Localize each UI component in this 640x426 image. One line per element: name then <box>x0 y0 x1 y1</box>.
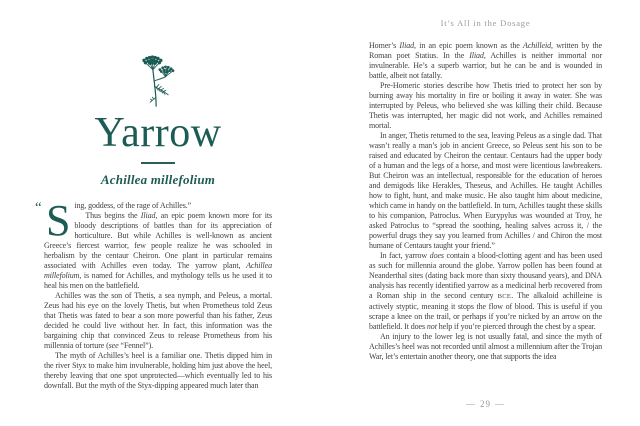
page-number: 29 <box>480 399 491 409</box>
paragraph: Achilles was the son of Thetis, a sea nymph, and Peleus, a mortal. Zeus had his eye on the lovely Thetis, but when Prometheus told Zeus that Thetis was fated to bear a son more powerful than his father, Zeus decided he could live without her. In fact, this information was the bargaining chip that convinced Zeus to release Prometheus from his millennia of torture (see “Fennel”). <box>44 291 272 350</box>
paragraph: Homer’s Iliad, in an epic poem known as the Achilleid, written by the Roman poet Statius. In the Iliad, Achilles is neither immortal nor invulnerable. He’s a superb warrior, but he can be and is wounded in battle, albeit not fatally. <box>369 41 603 80</box>
opening-quote-mark: “ <box>35 200 42 216</box>
chapter-title: Yarrow <box>94 110 222 156</box>
title-divider <box>141 162 175 164</box>
paragraph: In anger, Thetis returned to the sea, leaving Peleus as a single dad. That wasn’t really a man’s job in ancient Greece, so Peleus sent his son to be raised and educated by Cheiron the centaur. Centaurs had the upper body of a human and the legs of a horse, and most were licentious lawbreakers. But Cheiron was an intellectual, responsible for the education of heroes and demigods like Herakles, Theseus, and Achilles. He taught Achilles how to fight, hunt, and make music. He also taught him about medicine, which came in handy on the battlefield. In turn, Achilles taught these skills to his companion, Patroclus. When Eurypylus was wounded at Troy, he asked Patroclus to “spread the soothing, healing salves across it, / the powerful drugs they say you learned from Achilles / and Chiron the most humane of Centaurs taught your friend.” <box>369 131 602 250</box>
left-paragraphs <box>44 196 272 391</box>
right-page-body <box>369 41 602 362</box>
paragraph: The myth of Achilles’s heel is a familiar one. Thetis dipped him in the river Styx to make him invulnerable, holding him just above the heel, thereby leaving that one spot unprotected—which eventually led to his downfall. But the myth of the Styx-dipping appeared much later than <box>44 351 272 390</box>
paragraph: An injury to the lower leg is not usually fatal, and since the myth of Achilles’s heel was not recorded until almost a millennium after the Trojan War, let’s entertain another theory, one that supports the idea <box>369 332 602 361</box>
paragraph: In fact, yarrow does contain a blood-clotting agent and has been used as such for millennia around the globe. Yarrow pollen has been found at Neanderthal sites (dating back more than sixty thousand years), and DNA analysis has recently identified yarrow as a medicinal herb recovered from a Roman ship in the second century BCE. The alkaloid achilleine is actively styptic, meaning it stops the flow of blood. This is useful if you scrape a knee on the trail, or perhaps if you’re nicked by an arrow on the battlefield. It does not help if you’re pierced through the chest by a spear. <box>369 251 602 331</box>
paragraph: Pre-Homeric stories describe how Thetis tried to protect her son by burning away his mortality in fire or boiling it away in water. She was interrupted by Peleus, who believed she was killing their child. Because Thetis was interrupted, her magic did not work, and Achilles remained mortal. <box>369 81 602 130</box>
yarrow-plant-illustration <box>130 51 186 107</box>
paragraph: Thus begins the Iliad, an epic poem known more for its bloody descriptions of battles than for its appreciation of horticulture. But while Achilles is well-known as ancient Greece’s fiercest warrior, few people realize he was schooled in herbalism by the centaur Cheiron. One plant in particular remains associated with Achilles even today. The yarrow plant, Achillea millefolium, is named for Achilles, and mythology tells us he used it to heal his men on the battlefield. <box>44 211 272 290</box>
footer-dash-left: — <box>466 399 476 409</box>
running-header: It’s All in the Dosage <box>440 18 531 28</box>
left-page-body <box>35 196 272 391</box>
right-page <box>369 18 602 362</box>
left-page <box>35 51 272 391</box>
drop-cap <box>35 196 71 245</box>
species-name: Achillea millefolium <box>100 172 216 187</box>
paragraph: ing, goddess, of the rage of Achilles.” <box>74 201 192 210</box>
page-number-footer <box>369 399 602 409</box>
footer-dash-right: — <box>495 399 505 409</box>
drop-cap-letter: S <box>46 196 71 245</box>
